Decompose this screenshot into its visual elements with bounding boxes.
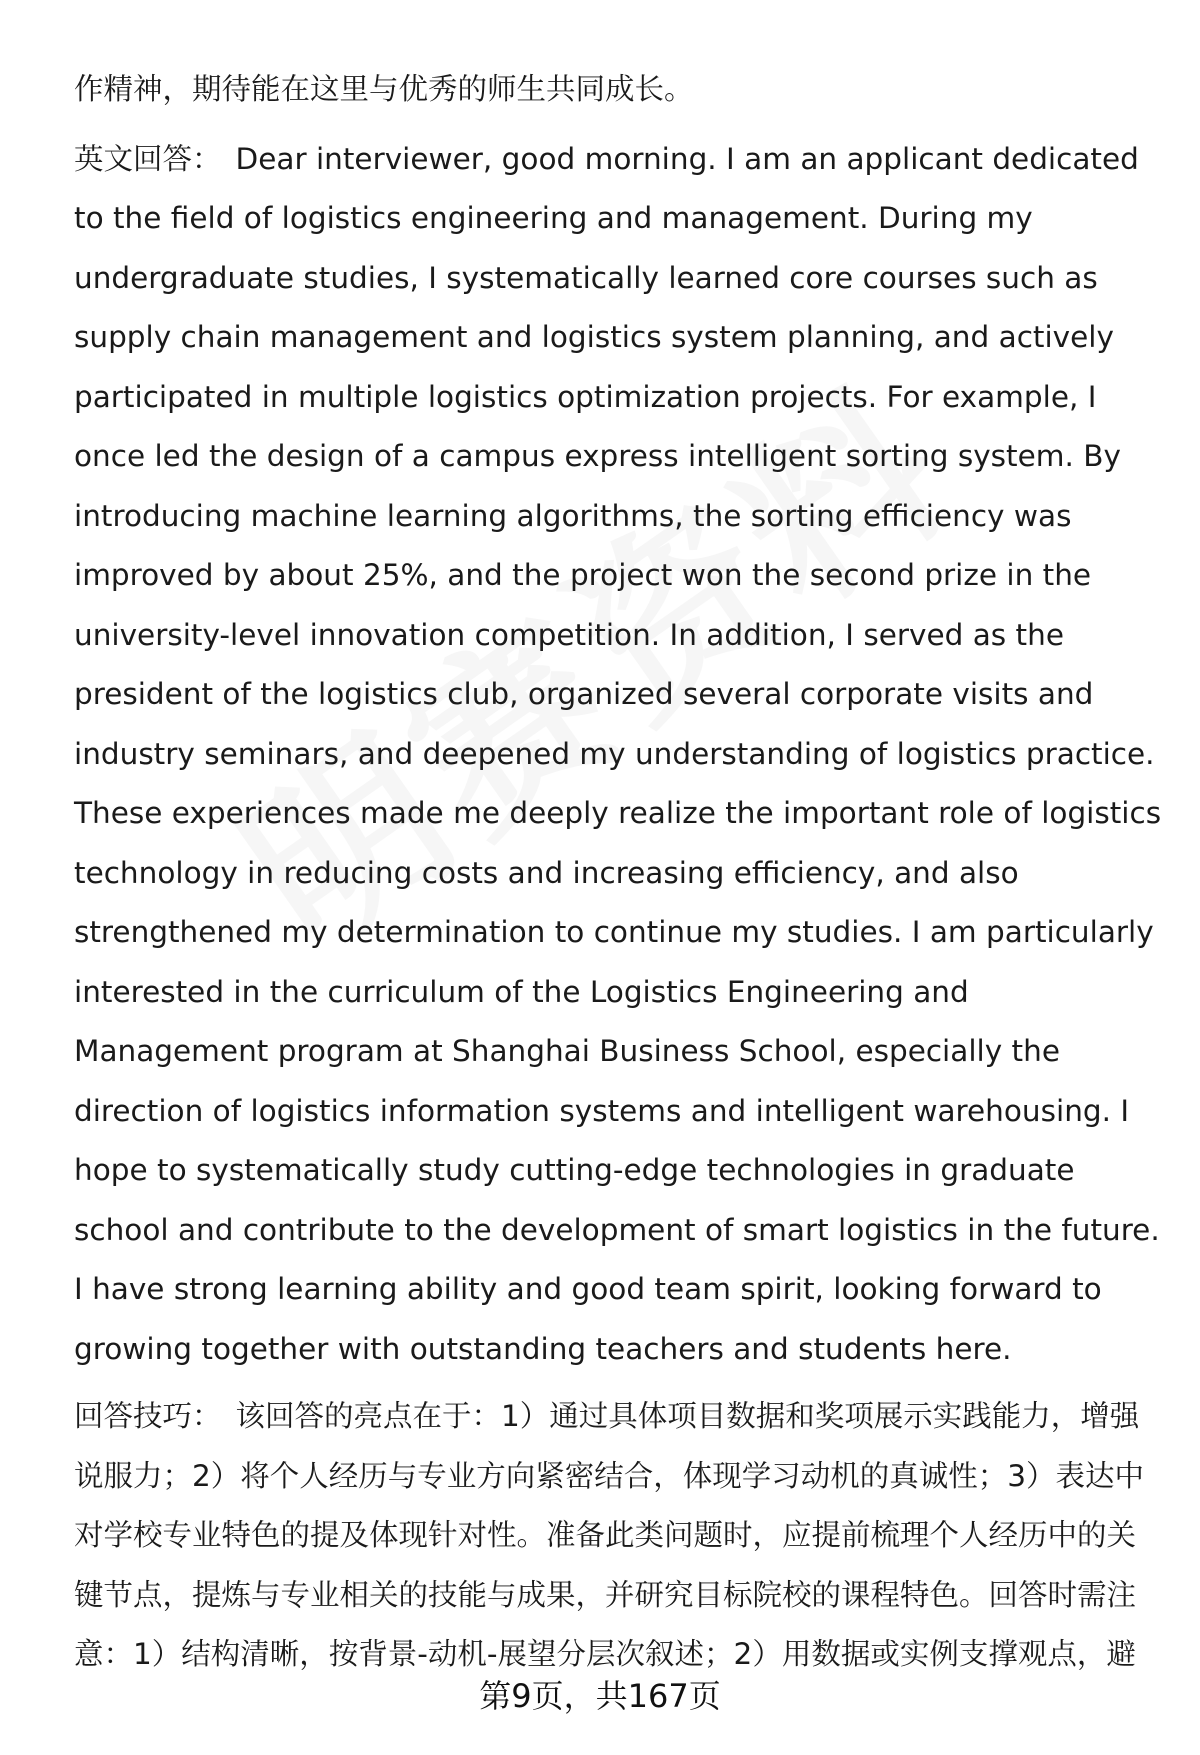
english-answer-label: 英文回答： bbox=[74, 141, 222, 176]
tips-label: 回答技巧： bbox=[74, 1399, 222, 1433]
continuation-paragraph: 作精神，期待能在这里与优秀的师生共同成长。 bbox=[74, 72, 694, 106]
page-content bbox=[74, 60, 1164, 1693]
tips-paragraph bbox=[74, 1387, 1164, 1685]
english-answer-paragraph bbox=[74, 130, 1164, 1380]
tips-text: 该回答的亮点在于：1）通过具体项目数据和奖项展示实践能力，增强说服力；2）将个人经历与专业方向紧密结合，体现学习动机的真诚性；3）表达中对学校专业特色的提及体现针对性。准备此类问题时，应提前梳理个人经历中的关键节点，提炼与专业相关的技能与成果，并研究目标院校的课程特色。回答时需注意：1）结构清晰，按背景-动机-展望分层次叙述；2）用数据或实例支撑观点，避 bbox=[74, 1399, 1145, 1671]
page-number-footer: 第9页，共167页 bbox=[479, 1677, 721, 1715]
english-answer-text: Dear interviewer, good morning. I am an applicant dedicated to the field of logistics engineering and management. During my undergraduate studies, I systematically learned core courses such as supply chain management and logistics system planning, and actively participated in multiple logistics optimization projects. For example, I once led the design of a campus express intelligent sorting system. By introducing machine learning algorithms, the sorting efficiency was improved by about 25%, and the project won the second prize in the university-level innovation competition. In addition, I served as the president of the logistics club, organized several corporate visits and industry seminars, and deepened my understanding of logistics practice. These experiences made me deeply realize the important role of logistics technology in reducing costs and increasing efficiency, and also strengthened my determination to continue my studies. I am particularly interested in the curriculum of the Logistics Engineering and Management program at Shanghai Business School, especially the direction of logistics information systems and intelligent warehousing. I hope to systematically study cutting-edge technologies in graduate school and contribute to the development of smart logistics in the future. I have strong learning ability and good team spirit, looking forward to growing together with outstanding teachers and students here. bbox=[74, 141, 1162, 1366]
